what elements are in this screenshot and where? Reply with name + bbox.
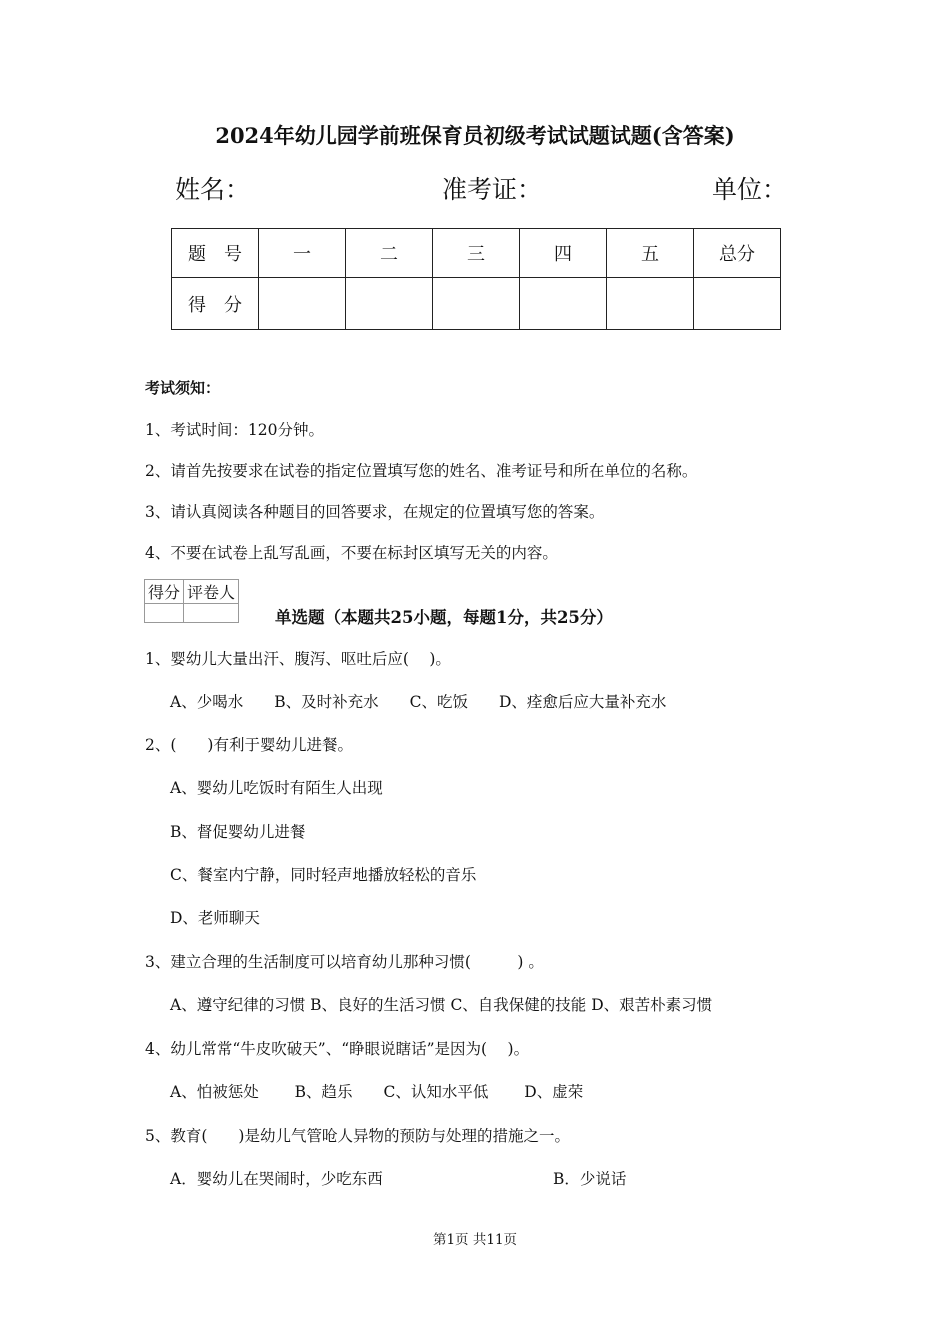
section-title: 单选题（本题共25小题，每题1分，共25分） <box>275 608 613 627</box>
question-options: A、怕被惩处 B、趋乐 C、认知水平低 D、虚荣 <box>170 1083 584 1101</box>
score-table-header-cell: 题 号 <box>172 229 259 278</box>
document-title: 2024年幼儿园学前班保育员初级考试试题试题(含答案) <box>215 123 735 148</box>
unit-label: 单位： <box>712 175 788 204</box>
question-stem: 4、幼儿常常“牛皮吹破天”、“睁眼说瞎话”是因为( )。 <box>145 1040 530 1058</box>
score-cell[interactable] <box>520 278 607 330</box>
score-cell[interactable] <box>433 278 520 330</box>
score-table-header-cell: 二 <box>346 229 433 278</box>
question-options: A、少喝水 B、及时补充水 C、吃饭 D、痊愈后应大量补充水 <box>170 693 667 711</box>
question-option: A．婴幼儿在哭闹时，少吃东西 <box>170 1170 383 1188</box>
score-table-header-cell: 五 <box>607 229 694 278</box>
grader-reviewer-cell[interactable] <box>184 604 239 623</box>
score-table-header-cell: 一 <box>259 229 346 278</box>
question-options: A、遵守纪律的习惯 B、良好的生活习惯 C、自我保健的技能 D、艰苦朴素习惯 <box>170 996 713 1014</box>
notice-item: 1、考试时间：120分钟。 <box>145 421 324 439</box>
question-option: A、婴幼儿吃饭时有陌生人出现 <box>170 779 383 797</box>
exam-id-label: 准考证： <box>442 175 543 204</box>
question-stem: 2、( )有利于婴幼儿进餐。 <box>145 736 353 754</box>
question-option: D、老师聊天 <box>170 909 260 927</box>
score-cell[interactable] <box>346 278 433 330</box>
score-table-header-row <box>172 229 781 278</box>
score-table <box>171 228 781 330</box>
score-row-label: 得 分 <box>172 278 259 330</box>
notice-item: 4、不要在试卷上乱写乱画，不要在标封区填写无关的内容。 <box>145 544 558 562</box>
question-stem: 5、教育( )是幼儿气管呛人异物的预防与处理的措施之一。 <box>145 1127 570 1145</box>
question-option: B．少说话 <box>553 1170 627 1188</box>
score-table-header-cell: 三 <box>433 229 520 278</box>
question-stem: 1、婴幼儿大量出汗、腹泻、呕吐后应( )。 <box>145 650 451 668</box>
score-cell[interactable] <box>607 278 694 330</box>
score-table-header-cell: 四 <box>520 229 607 278</box>
notice-item: 3、请认真阅读各种题目的回答要求，在规定的位置填写您的答案。 <box>145 503 605 521</box>
score-table-score-row <box>172 278 781 330</box>
notice-item: 2、请首先按要求在试卷的指定位置填写您的姓名、准考证号和所在单位的名称。 <box>145 462 698 480</box>
page-footer: 第1页 共11页 <box>432 1232 518 1248</box>
notice-heading: 考试须知： <box>145 379 221 397</box>
name-label: 姓名： <box>175 175 251 204</box>
question-option: C、餐室内宁静，同时轻声地播放轻松的音乐 <box>170 866 477 884</box>
grader-score-label: 得分 <box>145 580 184 604</box>
grader-score-cell[interactable] <box>145 604 184 623</box>
score-cell[interactable] <box>259 278 346 330</box>
score-table-header-cell: 总分 <box>694 229 781 278</box>
question-stem: 3、建立合理的生活制度可以培育幼儿那种习惯( ) 。 <box>145 953 544 971</box>
score-cell[interactable] <box>694 278 781 330</box>
question-option: B、督促婴幼儿进餐 <box>170 823 306 841</box>
grader-box <box>144 579 239 623</box>
grader-reviewer-label: 评卷人 <box>184 580 239 604</box>
